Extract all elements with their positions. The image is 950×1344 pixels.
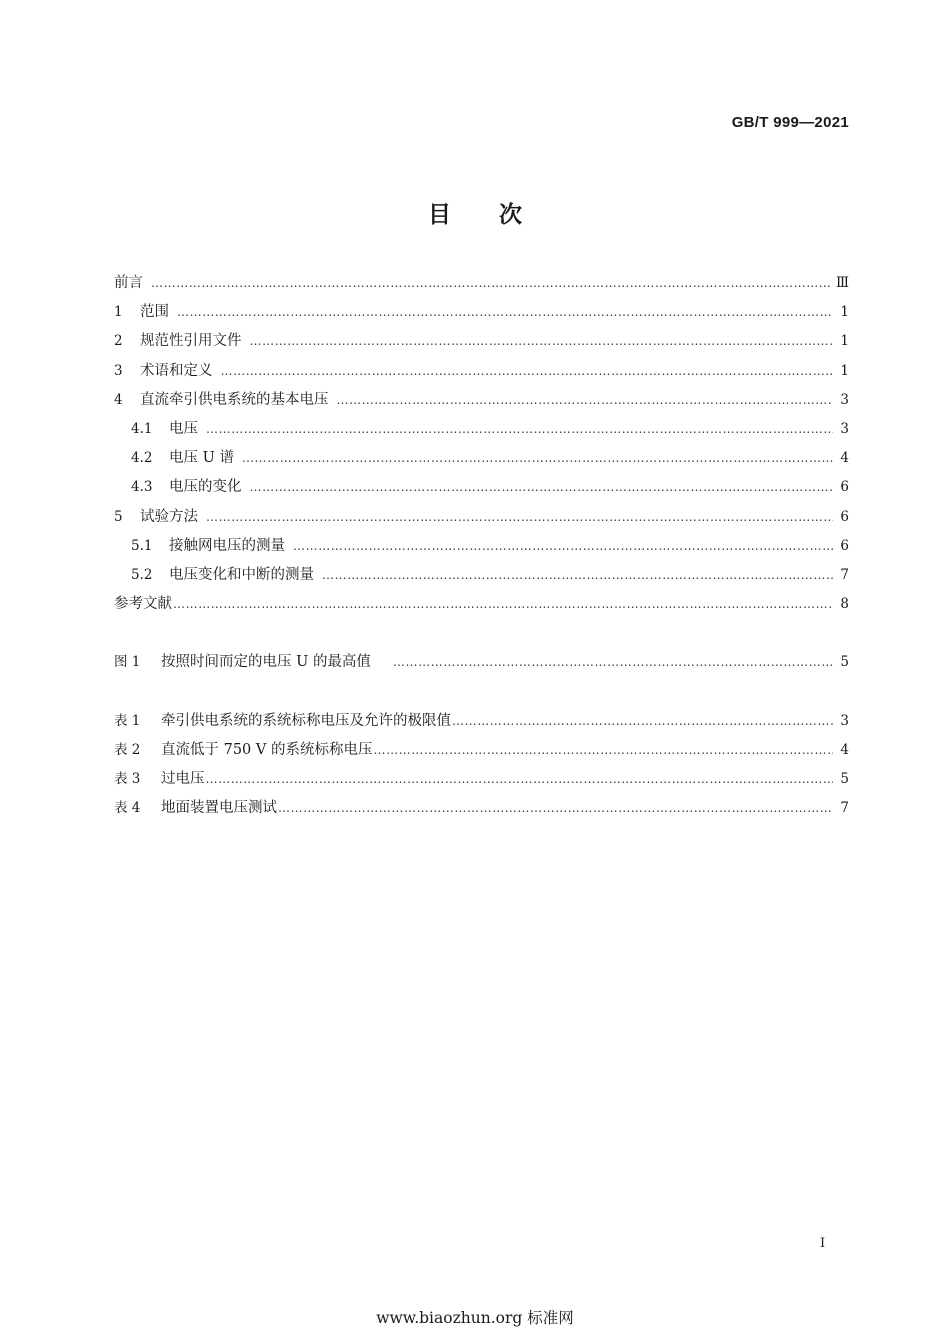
toc-page: 5	[840, 771, 849, 788]
toc-label: 接触网电压的测量	[169, 537, 285, 554]
toc-number: 4.1	[131, 420, 153, 437]
toc-page: 6	[840, 479, 849, 496]
toc-entry-section[interactable]	[114, 359, 849, 388]
toc-number: 4	[114, 391, 123, 408]
leader-dots	[206, 772, 834, 786]
leader-dots	[242, 451, 833, 465]
toc-label: 试验方法	[140, 508, 198, 525]
toc-entry-subsection[interactable]	[114, 534, 849, 563]
spacer	[114, 621, 849, 650]
table-of-contents	[114, 271, 849, 826]
leader-dots	[452, 714, 833, 728]
watermark-text: www.biaozhun.org 标准网	[376, 1309, 574, 1327]
toc-entry-section[interactable]	[114, 300, 849, 329]
toc-entry-section[interactable]	[114, 388, 849, 417]
toc-page: 6	[840, 508, 849, 525]
leader-dots	[173, 597, 833, 611]
toc-number: 图 1	[114, 654, 141, 671]
toc-page: 1	[840, 333, 849, 350]
leader-dots	[177, 305, 833, 319]
toc-label: 地面装置电压测试	[161, 800, 277, 817]
toc-number: 5	[114, 508, 123, 525]
toc-entry-bibliography[interactable]	[114, 592, 849, 621]
toc-number: 4.3	[131, 479, 153, 496]
toc-entry-table[interactable]	[114, 796, 849, 825]
spacer	[114, 680, 849, 709]
leader-dots	[250, 480, 834, 494]
toc-label: 电压变化和中断的测量	[169, 566, 314, 583]
toc-number: 1	[114, 304, 123, 321]
toc-page: 1	[840, 304, 849, 321]
page-folio: I	[820, 1236, 826, 1251]
toc-number: 5.1	[131, 537, 153, 554]
toc-page: Ⅲ	[835, 275, 849, 291]
toc-number: 4.2	[131, 450, 153, 467]
toc-entry-table[interactable]	[114, 767, 849, 796]
toc-number: 3	[114, 362, 123, 379]
toc-label: 术语和定义	[140, 362, 213, 379]
toc-page: 1	[840, 362, 849, 379]
leader-dots	[337, 393, 834, 407]
toc-entry-table[interactable]	[114, 738, 849, 767]
toc-number: 5.2	[131, 566, 153, 583]
standard-code: GB/T 999—2021	[731, 114, 849, 131]
toc-page: 8	[840, 596, 849, 613]
toc-page: 3	[840, 420, 849, 437]
toc-page: 4	[840, 450, 849, 467]
title-char-1: 目	[428, 202, 451, 228]
leader-dots	[151, 276, 830, 290]
toc-number: 表 2	[114, 742, 141, 758]
toc-number: 表 3	[114, 771, 141, 788]
toc-entry-subsection[interactable]	[114, 417, 849, 446]
toc-entry-figure[interactable]	[114, 650, 849, 679]
title-char-2: 次	[499, 202, 522, 228]
leader-dots	[373, 743, 833, 757]
leader-dots	[221, 364, 834, 378]
toc-label: 按照时间而定的电压 U 的最高值	[161, 654, 371, 671]
leader-dots	[206, 510, 833, 524]
leader-dots	[206, 422, 833, 436]
toc-label: 前言	[114, 275, 143, 291]
toc-label: 电压 U 谱	[169, 450, 234, 467]
toc-entry-table[interactable]	[114, 709, 849, 738]
toc-page: 7	[840, 566, 849, 583]
leader-dots	[293, 539, 833, 553]
toc-label: 过电压	[161, 771, 205, 788]
toc-page: 7	[840, 800, 849, 817]
toc-label: 范围	[140, 304, 169, 321]
toc-number: 表 4	[114, 800, 141, 817]
toc-entry-foreword[interactable]	[114, 271, 849, 300]
toc-entry-subsection[interactable]	[114, 475, 849, 504]
toc-entry-section[interactable]	[114, 505, 849, 534]
toc-label: 直流低于 750 V 的系统标称电压	[161, 742, 373, 758]
toc-label: 电压	[169, 420, 198, 437]
toc-label: 牵引供电系统的系统标称电压及允许的极限值	[161, 712, 451, 729]
toc-entry-subsection[interactable]	[114, 446, 849, 475]
toc-label: 直流牵引供电系统的基本电压	[140, 391, 329, 408]
toc-page: 5	[840, 654, 849, 671]
toc-page: 6	[840, 537, 849, 554]
toc-label: 规范性引用文件	[140, 333, 242, 350]
toc-entry-section[interactable]	[114, 329, 849, 358]
toc-page: 4	[840, 742, 849, 758]
leader-dots	[278, 801, 833, 815]
toc-label: 电压的变化	[169, 479, 242, 496]
leader-dots	[322, 568, 833, 582]
page-title	[0, 196, 950, 229]
toc-page: 3	[840, 712, 849, 729]
toc-number: 2	[114, 333, 123, 350]
leader-dots	[250, 334, 834, 348]
toc-entry-subsection[interactable]	[114, 563, 849, 592]
toc-page: 3	[840, 391, 849, 408]
toc-label: 参考文献	[114, 596, 172, 613]
leader-dots	[393, 655, 833, 669]
toc-number: 表 1	[114, 712, 141, 729]
